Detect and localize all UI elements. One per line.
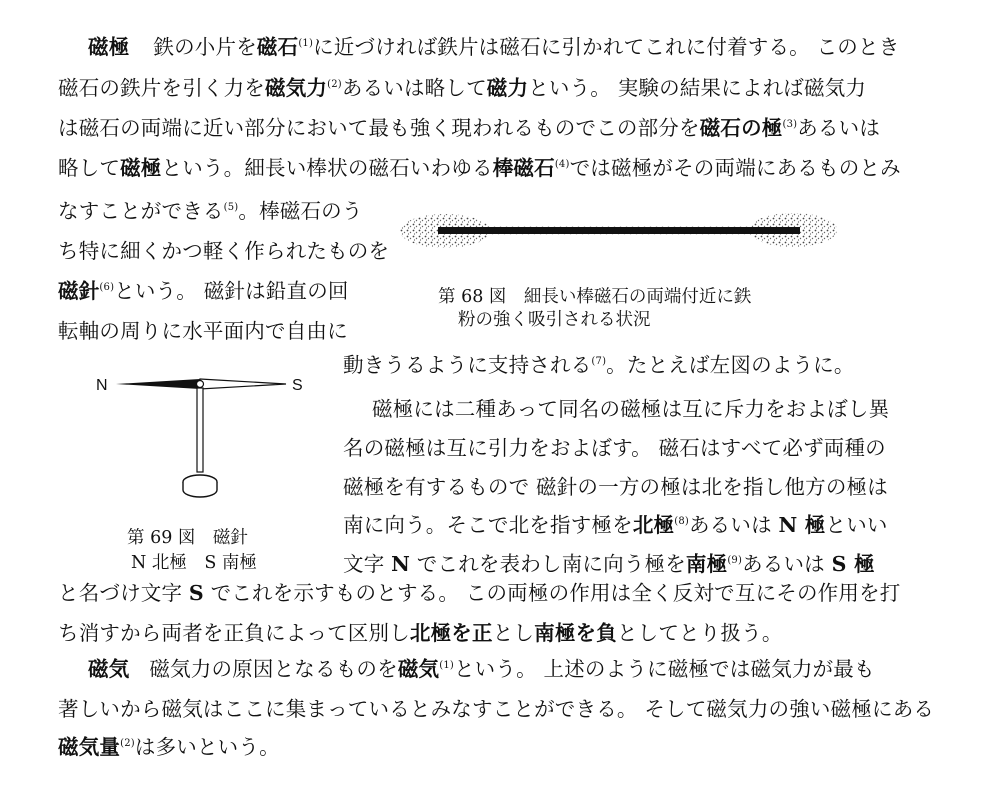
paragraph-line: 略して磁極という。細長い棒状の磁石いわゆる棒磁石$^{(4)}$では磁極がその両端にあるものとみ <box>58 156 901 180</box>
footnote-ref: (1) <box>298 38 314 49</box>
term: 磁力 <box>486 76 529 100</box>
paragraph-line: 文字 N でこれを表わし南に向う極を南極$^{(9)}$あるいは S 極 <box>343 552 875 576</box>
term: 磁針 <box>58 279 100 303</box>
footnote-ref: (5) <box>223 202 239 213</box>
term: 磁気 <box>397 657 440 681</box>
paragraph-line: と名づけ文字 S でこれを示すものとする。 この両極の作用は全く反対で互にその作用を打 <box>58 581 901 605</box>
paragraph-line: 南に向う。そこで北を指す極を北極$^{(8)}$あるいは N 極といい <box>343 513 888 537</box>
pivot <box>197 381 204 388</box>
term: N 極 <box>778 513 826 537</box>
figure-68-caption: 粉の強く吸引される状況 <box>458 310 651 330</box>
paragraph-line: なすことができる$^{(5)}$。棒磁石のう <box>58 199 363 223</box>
needle-south-half <box>200 379 286 389</box>
paragraph-line: 著しいから磁気はここに集まっているとみなすことができる。 そして磁気力の強い磁極にある <box>58 697 935 721</box>
footnote-ref: (1) <box>439 660 454 671</box>
figure-69-caption: 第 69 図 磁針 <box>127 528 248 548</box>
paragraph-line: 転軸の周りに水平面内で自由に <box>58 319 348 343</box>
bar-magnet <box>438 227 800 234</box>
term: 北極を正 <box>409 621 493 645</box>
south-label: S <box>292 377 303 394</box>
term: S <box>188 581 204 605</box>
figure-69-caption: N 北極 S 南極 <box>131 553 257 573</box>
term: N <box>391 552 411 576</box>
footnote-ref: (9) <box>727 555 743 566</box>
figure-68-caption: 第 68 図 細長い棒磁石の両端付近に鉄 <box>438 287 752 307</box>
footnote-ref: (7) <box>591 356 607 367</box>
paragraph-line: 磁極には二種あって同名の磁極は互に斥力をおよぼし異 <box>372 397 890 421</box>
figure-68-bar-magnet-illustration <box>400 205 840 255</box>
term: 南極 <box>685 552 728 576</box>
footnote-ref: (4) <box>554 159 570 170</box>
figure-69-compass-needle-illustration <box>92 368 322 503</box>
paragraph-line: は磁石の両端に近い部分において最も強く現われるものでこの部分を磁石の極$^{(3)}$あるいは <box>58 116 881 140</box>
paragraph-line: ち特に細くかつ軽く作られたものを <box>58 239 390 263</box>
footnote-ref: (3) <box>782 119 798 130</box>
term: 磁石の極 <box>699 116 783 140</box>
north-label: N <box>96 377 108 394</box>
footnote-ref: (8) <box>674 516 689 527</box>
term: 磁極 <box>120 156 162 180</box>
term: 磁気量 <box>58 735 121 759</box>
term: 磁気力 <box>265 76 328 100</box>
footnote-ref: (2) <box>120 738 135 749</box>
paragraph-line: 磁気 磁気力の原因となるものを磁気$^{(1)}$という。 上述のように磁極では磁気力が最も <box>88 657 875 681</box>
paragraph-line: 磁気量$^{(2)}$は多いという。 <box>58 735 280 759</box>
term: 南極を負 <box>534 621 617 645</box>
term: S 極 <box>831 552 875 576</box>
section-heading: 磁気 <box>88 657 130 681</box>
stand-shaft <box>197 388 203 472</box>
needle-north-half <box>116 379 200 389</box>
section-heading: 磁極 <box>88 35 130 59</box>
paragraph-line: 磁極を有するもので 磁針の一方の極は北を指し他方の極は <box>343 475 888 499</box>
footnote-ref: (6) <box>99 282 115 293</box>
paragraph-line: 名の磁極は互に引力をおよぼす。 磁石はすべて必ず両種の <box>343 436 886 460</box>
footnote-ref: (2) <box>327 79 342 90</box>
term: 棒磁石 <box>492 156 555 180</box>
paragraph-line: 磁針$^{(6)}$という。 磁針は鉛直の回 <box>58 279 349 303</box>
paragraph-line: 動きうるように支持される$^{(7)}$。たとえば左図のように。 <box>343 353 855 377</box>
term: 磁石 <box>256 35 299 59</box>
paragraph-line: 磁極 鉄の小片を磁石$^{(1)}$に近づければ鉄片は磁石に引かれてこれに付着する。 このとき <box>88 35 900 59</box>
term: 北極 <box>632 513 675 537</box>
paragraph-line: ち消すから両者を正負によって区別し北極を正とし南極を負としてとり扱う。 <box>58 621 783 645</box>
paragraph-line: 磁石の鉄片を引く力を磁気力$^{(2)}$あるいは略して磁力という。 実験の結果によれば磁気力 <box>58 76 867 100</box>
